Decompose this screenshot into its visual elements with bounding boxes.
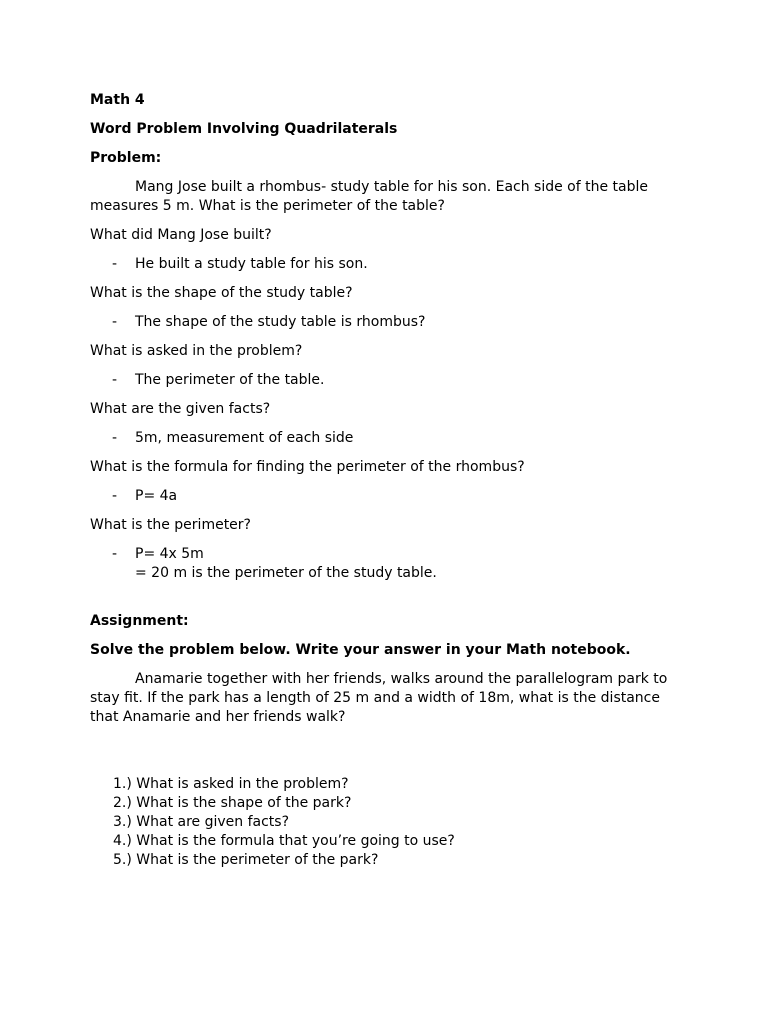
dash-marker: -: [112, 546, 118, 562]
answer-text: The shape of the study table is rhombus?: [135, 314, 426, 330]
answer-2: [90, 313, 680, 332]
dash-marker: -: [112, 488, 118, 504]
answer-text-continued: = 20 m is the perimeter of the study table.: [135, 565, 437, 581]
question-1: What did Mang Jose built?: [90, 227, 272, 243]
problem-heading: Problem:: [90, 150, 162, 166]
dash-marker: -: [112, 256, 118, 272]
answer-3: [90, 371, 680, 390]
dash-marker: -: [112, 314, 118, 330]
answer-6: [90, 545, 680, 583]
answer-5: [90, 487, 680, 506]
answer-text: He built a study table for his son.: [135, 256, 368, 272]
question-4: What are the given facts?: [90, 401, 271, 417]
list-item: 4.) What is the formula that you’re going to use?: [113, 833, 455, 849]
answer-text: The perimeter of the table.: [135, 372, 325, 388]
question-2: What is the shape of the study table?: [90, 285, 353, 301]
question-6: What is the perimeter?: [90, 517, 251, 533]
question-3: What is asked in the problem?: [90, 343, 303, 359]
answer-text: 5m, measurement of each side: [135, 430, 354, 446]
list-item: 1.) What is asked in the problem?: [113, 776, 349, 792]
dash-marker: -: [112, 372, 118, 388]
blank-line: [90, 593, 680, 612]
assignment-text: Anamarie together with her friends, walks around the parallelogram park to stay fit. If the park has a length of 25 m and a width of 18m, what is the distance that Anamarie and her friends walk?: [90, 671, 668, 725]
assignment-heading: Assignment:: [90, 613, 189, 629]
list-item: 2.) What is the shape of the park?: [113, 795, 352, 811]
blank-lines: [90, 737, 680, 775]
assignment-questions: [90, 775, 680, 870]
list-item: 3.) What are given facts?: [113, 814, 290, 830]
answer-text: P= 4x 5m: [135, 546, 204, 562]
answer-4: [90, 429, 680, 448]
question-5: What is the formula for finding the perimeter of the rhombus?: [90, 459, 525, 475]
document-page: [90, 91, 680, 870]
problem-text: Mang Jose built a rhombus- study table for his son. Each side of the table measures 5 m. What is the perimeter of the table?: [90, 179, 649, 214]
list-item: 5.) What is the perimeter of the park?: [113, 852, 379, 868]
dash-marker: -: [112, 430, 118, 446]
lesson-title: Word Problem Involving Quadrilaterals: [90, 121, 398, 137]
subject-heading: Math 4: [90, 92, 145, 108]
answer-text: P= 4a: [135, 488, 178, 504]
answer-1: [90, 255, 680, 274]
assignment-instruction: Solve the problem below. Write your answer in your Math notebook.: [90, 642, 631, 658]
